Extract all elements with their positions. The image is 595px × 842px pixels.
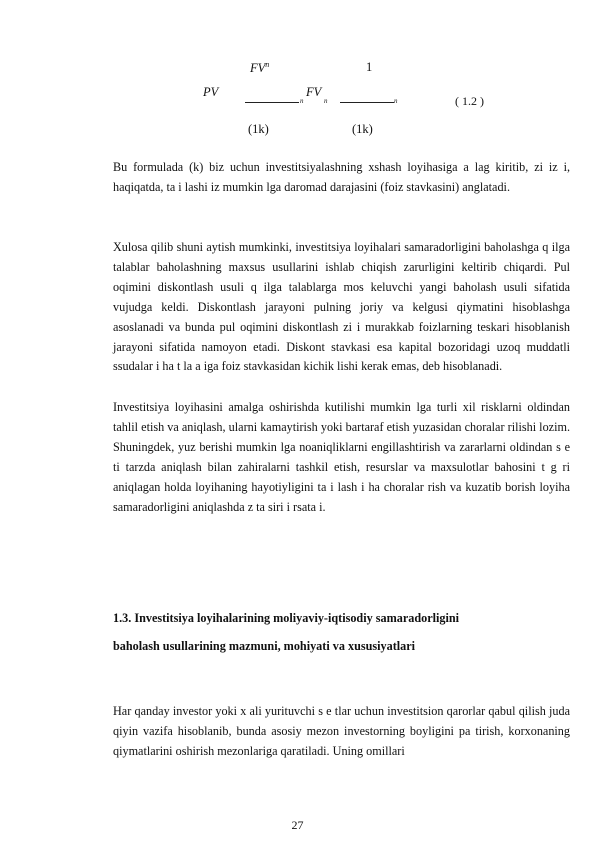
heading-line-2: baholash usullarining mazmuni, mohiyati va xususiyatlari [113, 639, 416, 653]
fraction-line-left [245, 102, 299, 103]
equation-number: ( 1.2 ) [455, 94, 484, 108]
paragraph-formula-explanation: Bu formulada (k) biz uchun investitsiyalashning xshash loyihasiga a lag kiritib, zi iz i, haqiqatda, ta i lashi iz mumkin lga daromad darajasini (foiz stavkasini) anglatadi. [113, 160, 570, 194]
formula-mid-sub: n [324, 97, 328, 105]
formula-denominator-left: (1k) [248, 122, 269, 136]
page-number: 27 [291, 818, 304, 832]
formula-denominator-right: (1k) [352, 122, 373, 136]
fraction-line-right [340, 102, 394, 103]
paragraph-conclusion-discounting: Xulosa qilib shuni aytish mumkinki, investitsiya loyihalari samaradorligini baholashga q ilga talablar baholashning maxsus usullarini ishlab chiqish zarurligini keltirib chiqardi. Pul oqimini diskontlash usuli q ilga talablarga mos keluvchi yangi baholash usuli sifatida vujudga keldi. Diskontlash jarayoni pulning joriy va kelgusi qiymatini hisoblashga asoslanadi va bunda pul oqimini diskontlash zi i murakkab foizlarning teskari hisoblanish jarayoni sifatida namoyon etadi. Diskont stavkasi esa kapital bozoridagi uzoq muddatli ssudalar i ha t la a iga foiz stavkasidan kichik lishi kerak emas, deb hisoblanadi. [113, 240, 570, 374]
fv-exponent: n [265, 60, 270, 69]
fraction-left-sub: n [300, 97, 304, 105]
formula-numerator-fv [250, 60, 269, 76]
fv-label: FV [250, 61, 266, 76]
section-heading-1-3 [113, 608, 573, 657]
formula-lhs-pv: PV [203, 85, 219, 99]
heading-line-1: 1.3. Investitsiya loyihalarining moliyaviy-iqtisodiy samaradorligini [113, 611, 460, 625]
paragraph-investor-decisions: Har qanday investor yoki x ali yurituvchi s e tlar uchun investitsion qarorlar qabul qilish juda qiyin vazifa hisoblanib, bunda asosiy mezon investorning boyligini pa tirish, korxonaning qiymatlarini oshirish mezonlariga qaratiladi. Uning omillari [113, 704, 570, 758]
fraction-right-sub: n [394, 97, 398, 105]
formula-mid-fv: FV [306, 85, 322, 99]
formula-1-2 [0, 0, 595, 140]
paragraph-risk-analysis: Investitsiya loyihasini amalga oshirishda kutilishi mumkin lga turli xil risklarni oldindan tahlil etish va aniqlash, ularni kamaytirish yoki bartaraf etish yuzasidan choralar rilishi lozim. Shuningdek, yuz berishi mumkin lga noaniqliklarni engillashtirish va zararlarni oldindan s e ti tarzda aniqlash bilan zahiralarni tashkil etish, resurslar va maxsulotlar bahosini t g ri aniqlagan holda loyihaning hayotiyligini ta i lash i ha choralar rish va kuzatib borish loyiha samaradorligini aniqlashda z ta siri i rsata i. [113, 400, 570, 514]
formula-numerator-one: 1 [366, 60, 373, 74]
